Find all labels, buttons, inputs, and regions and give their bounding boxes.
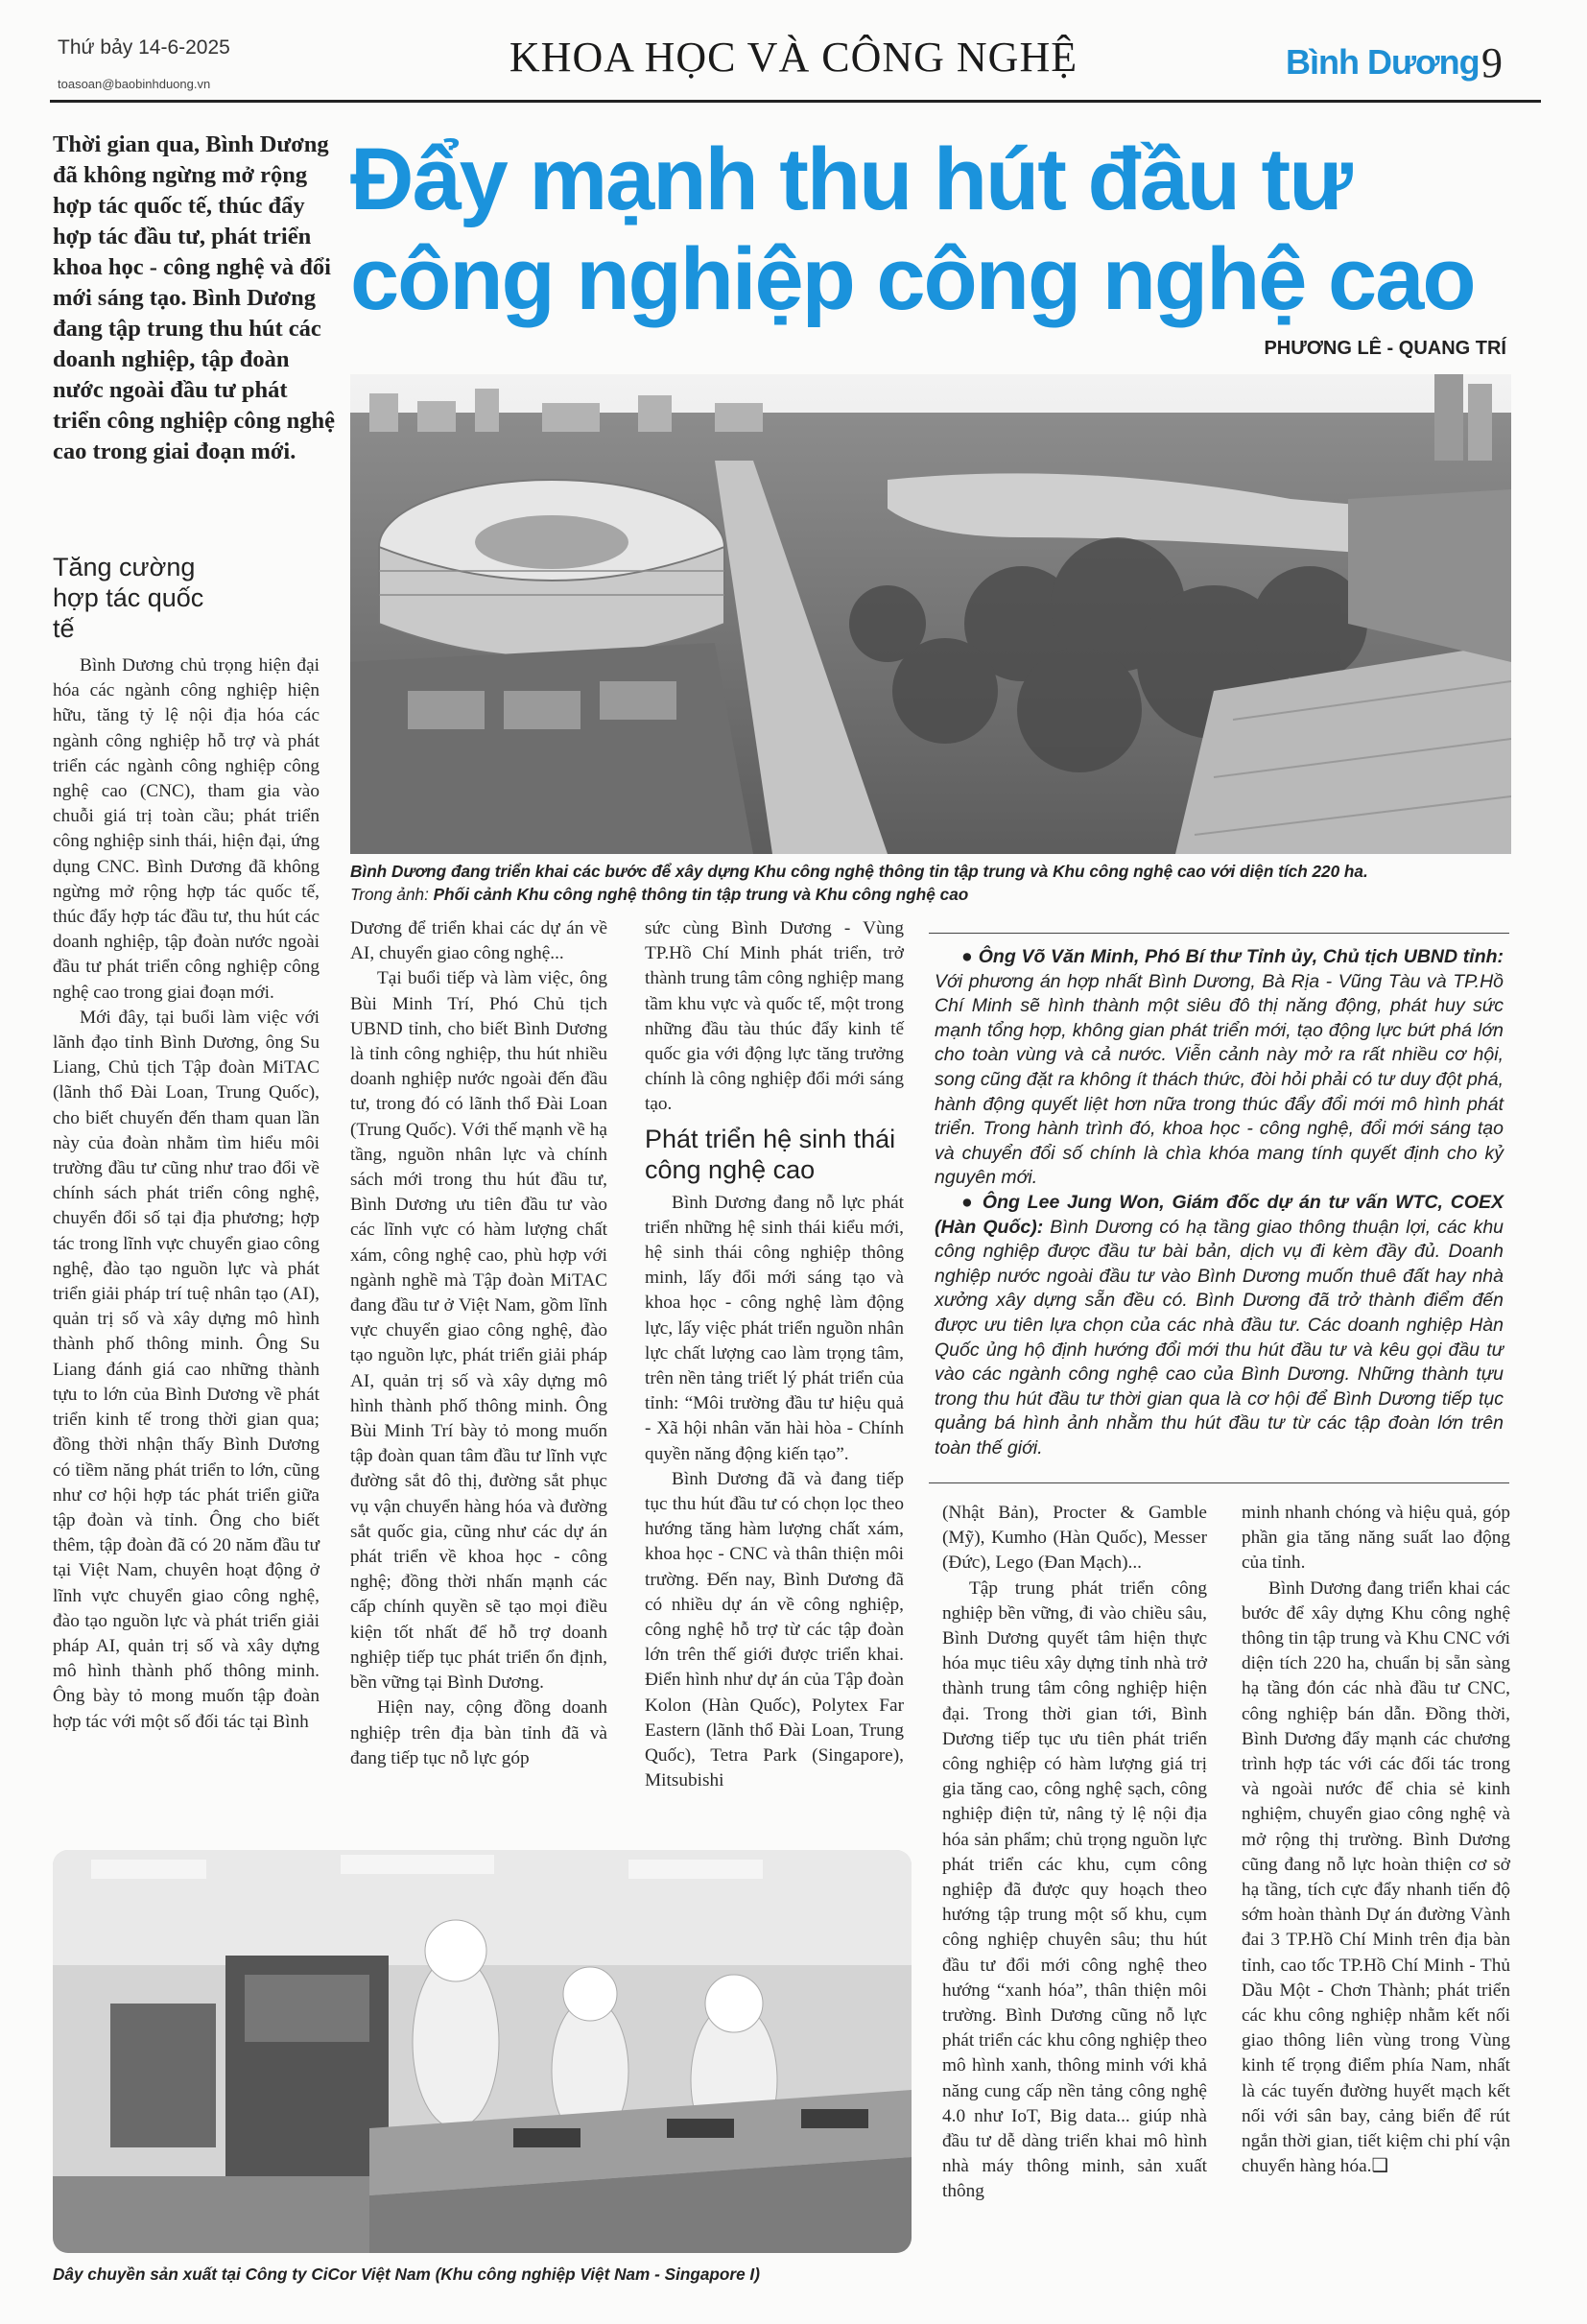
paragraph: Mới đây, tại buổi làm việc với lãnh đạo tỉnh Bình Dương, ông Su Liang, Chủ tịch Tập đoàn MiTAC (lãnh thổ Đài Loan, Trung Quốc), cho biết chuyến đến tham quan lần này của đoàn nhằm tìm hiểu môi trường đầu tư cũng như trao đổi về chính sách phát triển công nghệ, chuyển đổi số tại địa phương; hợp tác trong lĩnh vực chuyển giao công nghệ, đào tạo nguồn lực và phát triển giải pháp trí tuệ nhân tạo (AI), quản trị số và xây dựng mô hình thành phố thông minh. Ông Su Liang đánh giá cao những thành tựu to lớn của Bình Dương về phát triển kinh tế trong thời gian qua; đồng thời nhận thấy Bình Dương có tiềm năng phát triển to lớn, cũng như cơ hội hợp tác phát triển giữa tập đoàn và tỉnh. Ông cho biết thêm, tập đoàn đã có 20 năm đầu tư tại Việt Nam, chuyên hoạt động ở lĩnh vực chuyển giao công nghệ, đào tạo nguồn lực và phát triển giải pháp AI, quản trị số và xây dựng mô hình thành phố thông minh. Ông bày tỏ mong muốn tập đoàn hợp tác với một số đối tác tại Bình <box>53 1007 320 1732</box>
factory-photo-caption <box>53 2263 912 2286</box>
column-2 <box>350 916 607 1771</box>
main-photo-caption-line-2: Phối cảnh Khu công nghệ thông tin tập trung và Khu công nghệ cao <box>428 885 969 904</box>
end-mark-icon: ❑ <box>1371 2156 1388 2177</box>
newspaper-logo: Bình Dương <box>1286 42 1480 82</box>
column-5 <box>1242 1501 1510 2179</box>
paragraph: Dương để triển khai các dự án về AI, chuyển giao công nghệ... <box>350 918 607 964</box>
article-lead: Thời gian qua, Bình Dương đã không ngừng mở rộng hợp tác quốc tế, thúc đẩy hợp tác đầu tư, phát triển khoa học - công nghệ và đổi mới sáng tạo. Bình Dương đang tập trung thu hút các doanh nghiệp, tập đoàn nước ngoài đầu tư phát triển công nghiệp công nghệ cao trong giai đoạn mới. <box>53 131 336 464</box>
paragraph: Tập trung phát triển công nghiệp bền vững, đi vào chiều sâu, Bình Dương quyết tâm hiện thực hóa mục tiêu xây dựng tỉnh nhà trở thành trung tâm công nghiệp hiện đại. Trong thời gian tới, Bình Dương tiếp tục ưu tiên phát triển công nghiệp có hàm lượng giá trị gia tăng cao, công nghệ sạch, công nghiệp điện tử, nâng tỷ lệ nội địa hóa sản phẩm; chủ trọng nguồn lực phát triển các khu, cụm công nghiệp đã được quy hoạch theo hướng tập trung một số khu, cụm công nghiệp chuyên sâu; thu hút đầu tư đổi mới công nghệ theo hướng “xanh hóa”, thân thiện môi trường. Bình Dương cũng nỗ lực phát triển các khu công nghiệp theo mô hình xanh, thông minh với khả năng cung cấp nền tảng công nghệ 4.0 như IoT, Big data... giúp nhà đầu tư dễ dàng triển khai mô hình nhà máy thông minh, sản xuất thông <box>942 1577 1207 2202</box>
quote-1 <box>935 945 1504 1191</box>
paragraph: (Nhật Bản), Procter & Gamble (Mỹ), Kumho (Hàn Quốc), Messer (Đức), Lego (Đan Mạch)... <box>942 1503 1207 1574</box>
factory-photo-caption-text: Dây chuyền sản xuất tại Công ty CiCor Việt Nam (Khu công nghiệp Việt Nam - Singapore I) <box>53 2265 760 2284</box>
headline <box>350 130 1550 329</box>
paragraph: Bình Dương đã và đang tiếp tục thu hút đầu tư có chọn lọc theo hướng tăng hàm lượng chất xám, khoa học - CNC và thân thiện môi trường. Đến nay, Bình Dương đã có nhiều dự án về công nghiệp, công nghệ hỗ trợ từ các tập đoàn lớn trên thế giới được triển khai. Điển hình như dự án của Tập đoàn Kolon (Hàn Quốc), Polytex Far Eastern (lãnh thổ Đài Loan, Trung Quốc), Tetra Park (Singapore), Mitsubishi <box>645 1468 904 1791</box>
byline: PHƯƠNG LÊ - QUANG TRÍ <box>1264 338 1506 359</box>
main-photo-caption <box>350 860 1516 906</box>
column-4 <box>942 1501 1207 2205</box>
column-3 <box>645 916 904 1794</box>
paragraph: sức cùng Bình Dương - Vùng TP.Hồ Chí Minh phát triển, trở thành trung tâm công nghiệp mang tầm khu vực và quốc tế, một trong những đầu tàu thúc đẩy kinh tế quốc gia với động lực tăng trưởng chính là công nghiệp đổi mới sáng tạo. <box>645 918 904 1115</box>
paragraph: minh nhanh chóng và hiệu quả, góp phần gia tăng năng suất lao động của tỉnh. <box>1242 1503 1510 1574</box>
quote-1-text: Với phương án hợp nhất Bình Dương, Bà Rịa - Vũng Tàu và TP.Hồ Chí Minh sẽ hình thành một siêu đô thị năng động, phát huy sức mạnh tổng hợp, không gian phát triển mới, tạo động lực bứt phá lớn cho toàn vùng và cả nước. Viễn cảnh này mở ra rất nhiều cơ hội, song cũng đặt ra không ít thách thức, đòi hỏi phải có tư duy đột phá, hành động quyết liệt hơn nữa trong thúc đẩy đổi mới mô hình phát triển. Trong hành trình đó, khoa học - công nghệ, đổi mới sáng tạo và chuyển đổi số chính là chìa khóa mang tính quyết định cho kỷ nguyên mới. <box>935 970 1504 1189</box>
paragraph: Bình Dương đang nỗ lực phát triển những hệ sinh thái kiểu mới, hệ sinh thái công nghiệp thông minh, lấy đổi mới sáng tạo và khoa học - công nghệ làm động lực, lấy việc phát triển nguồn nhân lực chất lượng cao làm trọng tâm, trên nền tảng triết lý phát triển của tỉnh: “Môi trường đầu tư hiệu quả - Xã hội nhân văn hài hòa - Chính quyền năng động kiến tạo”. <box>645 1192 904 1464</box>
paragraph: Tại buổi tiếp và làm việc, ông Bùi Minh Trí, Phó Chủ tịch UBND tỉnh, cho biết Bình Dương là tỉnh công nghiệp, thu hút nhiều doanh nghiệp nước ngoài đến đầu tư, trong đó có lãnh thổ Đài Loan (Trung Quốc). Với thế mạnh về hạ tầng, nguồn nhân lực và chính sách mới trong thu hút đầu tư, Bình Dương ưu tiên đầu tư vào các lĩnh vực có hàm lượng chất xám, công nghệ cao, phù hợp với ngành nghề mà Tập đoàn MiTAC đang đầu tư ở Việt Nam, gồm lĩnh vực chuyển giao công nghệ, đào tạo nguồn lực, phát triển giải pháp AI, quản trị số và xây dựng mô hình thành phố thông minh. Ông Bùi Minh Trí bày tỏ mong muốn tập đoàn quan tâm đầu tư lĩnh vực đường sắt đô thị, đường sắt phục vụ vận chuyển hàng hóa và đường sắt quốc gia, cũng như các dự án phát triển về khoa học - công nghệ; đồng thời nhấn mạnh các cấp chính quyền sẽ tạo mọi điều kiện tốt nhất để hỗ trợ doanh nghiệp tiếp tục phát triển ổn định, bền vững tại Bình Dương. <box>350 968 607 1694</box>
newsroom-email: toasoan@baobinhduong.vn <box>58 77 211 91</box>
main-photo-caption-prefix: Trong ảnh: <box>350 885 429 904</box>
quote-2 <box>935 1191 1504 1461</box>
bullet-icon: ● <box>961 946 974 967</box>
section-title: KHOA HỌC VÀ CÔNG NGHỆ <box>509 34 1078 81</box>
page-number: 9 <box>1481 39 1503 86</box>
subhead-hightech-ecosystem: Phát triển hệ sinh thái công nghệ cao <box>645 1124 896 1184</box>
paragraph <box>1242 1577 1510 2180</box>
quote-2-speaker: Ông Lee Jung Won, Giám đốc dự án tư vấn WTC, COEX (Hàn Quốc): <box>935 1191 1504 1238</box>
paragraph: Bình Dương chủ trọng hiện đại hóa các ngành công nghiệp hiện hữu, tăng tỷ lệ nội địa hóa các ngành công nghiệp hỗ trợ và phát triển các ngành công nghiệp công nghệ cao (CNC), tham gia vào chuỗi giá trị toàn cầu; phát triển công nghiệp sinh thái, hiện đại, ứng dụng CNC. Bình Dương đã không ngừng mở rộng hợp tác quốc tế, thúc đẩy hợp tác đầu tư, thu hút các doanh nghiệp, tập đoàn nước ngoài đầu tư phát triển công nghiệp công nghệ cao trong giai đoạn mới. <box>53 655 320 1003</box>
subhead-international-cooperation: Tăng cường hợp tác quốc tế <box>53 553 204 643</box>
bullet-icon: ● <box>961 1191 976 1213</box>
quote-1-speaker: Ông Võ Văn Minh, Phó Bí thư Tỉnh ủy, Chủ tịch UBND tỉnh: <box>978 946 1504 967</box>
issue-date: Thứ bảy 14-6-2025 <box>58 36 230 59</box>
column-1 <box>53 552 320 1735</box>
quotes-box <box>929 933 1509 1483</box>
main-photo-caption-line-1: Bình Dương đang triển khai các bước để xây dựng Khu công nghệ thông tin tập trung và Khu công nghệ cao với diện tích 220 ha. <box>350 862 1368 881</box>
headline-line-2: công nghiệp công nghệ cao <box>350 230 1475 328</box>
paragraph-text: Bình Dương đang triển khai các bước để xây dựng Khu công nghệ thông tin tập trung và Khu CNC với diện tích 220 ha, chuẩn bị sẵn sàng hạ tầng đón các nhà đầu tư CNC, công nghiệp bán dẫn. Đồng thời, Bình Dương đẩy mạnh các chương trình hợp tác với các đối tác trong và ngoài nước để chia sẻ kinh nghiệm, chuyển giao công nghệ và mở rộng thị trường. Bình Dương cũng đang nỗ lực hoàn thiện cơ sở hạ tầng, tích cực đẩy nhanh tiến độ sớm hoàn thành Dự án đường Vành đai 3 TP.Hồ Chí Minh trên địa bàn tỉnh, cao tốc TP.Hồ Chí Minh - Thủ Dầu Một - Chơn Thành; phát triển các khu công nghiệp nhằm kết nối giao thông liên vùng trong Vùng kinh tế trọng điểm phía Nam, nhất là các tuyến đường huyết mạch kết nối với sân bay, cảng biển để rút ngắn thời gian, tiết kiệm chi phí vận chuyển hàng hóa. <box>1242 1577 1510 2177</box>
paragraph: Hiện nay, cộng đồng doanh nghiệp trên địa bàn tỉnh đã và đang tiếp tục nỗ lực góp <box>350 1697 607 1768</box>
quote-2-text: Bình Dương có hạ tầng giao thông thuận lợi, các khu công nghiệp được đầu tư bài bản, dịch vụ đi kèm đầy đủ. Doanh nghiệp nước ngoài đầu tư vào Bình Dương muốn thuê đất hay nhà xưởng xây dựng sẵn đều có. Bình Dương đã trở thành điểm đến được ưu tiên lựa chọn của các nhà đầu tư. Các doanh nghiệp Hàn Quốc ủng hộ định hướng đổi mới thu hút đầu tư và kêu gọi đầu tư vào các ngành công nghệ cao của Bình Dương. Những thành tựu trong thu hút đầu tư thời gian qua là cơ hội để Bình Dương tiếp tục quảng bá hình ảnh nhằm thu hút đầu tư từ các tập đoàn lớn trên toàn thế giới. <box>935 1216 1504 1458</box>
tech-park-rendering-photo <box>350 374 1511 854</box>
factory-production-line-image <box>53 1850 912 2253</box>
headline-line-1: Đẩy mạnh thu hút đầu tư <box>350 130 1351 228</box>
factory-photo <box>53 1850 912 2253</box>
tech-park-rendering-image <box>350 374 1511 854</box>
header-rule <box>50 100 1541 103</box>
